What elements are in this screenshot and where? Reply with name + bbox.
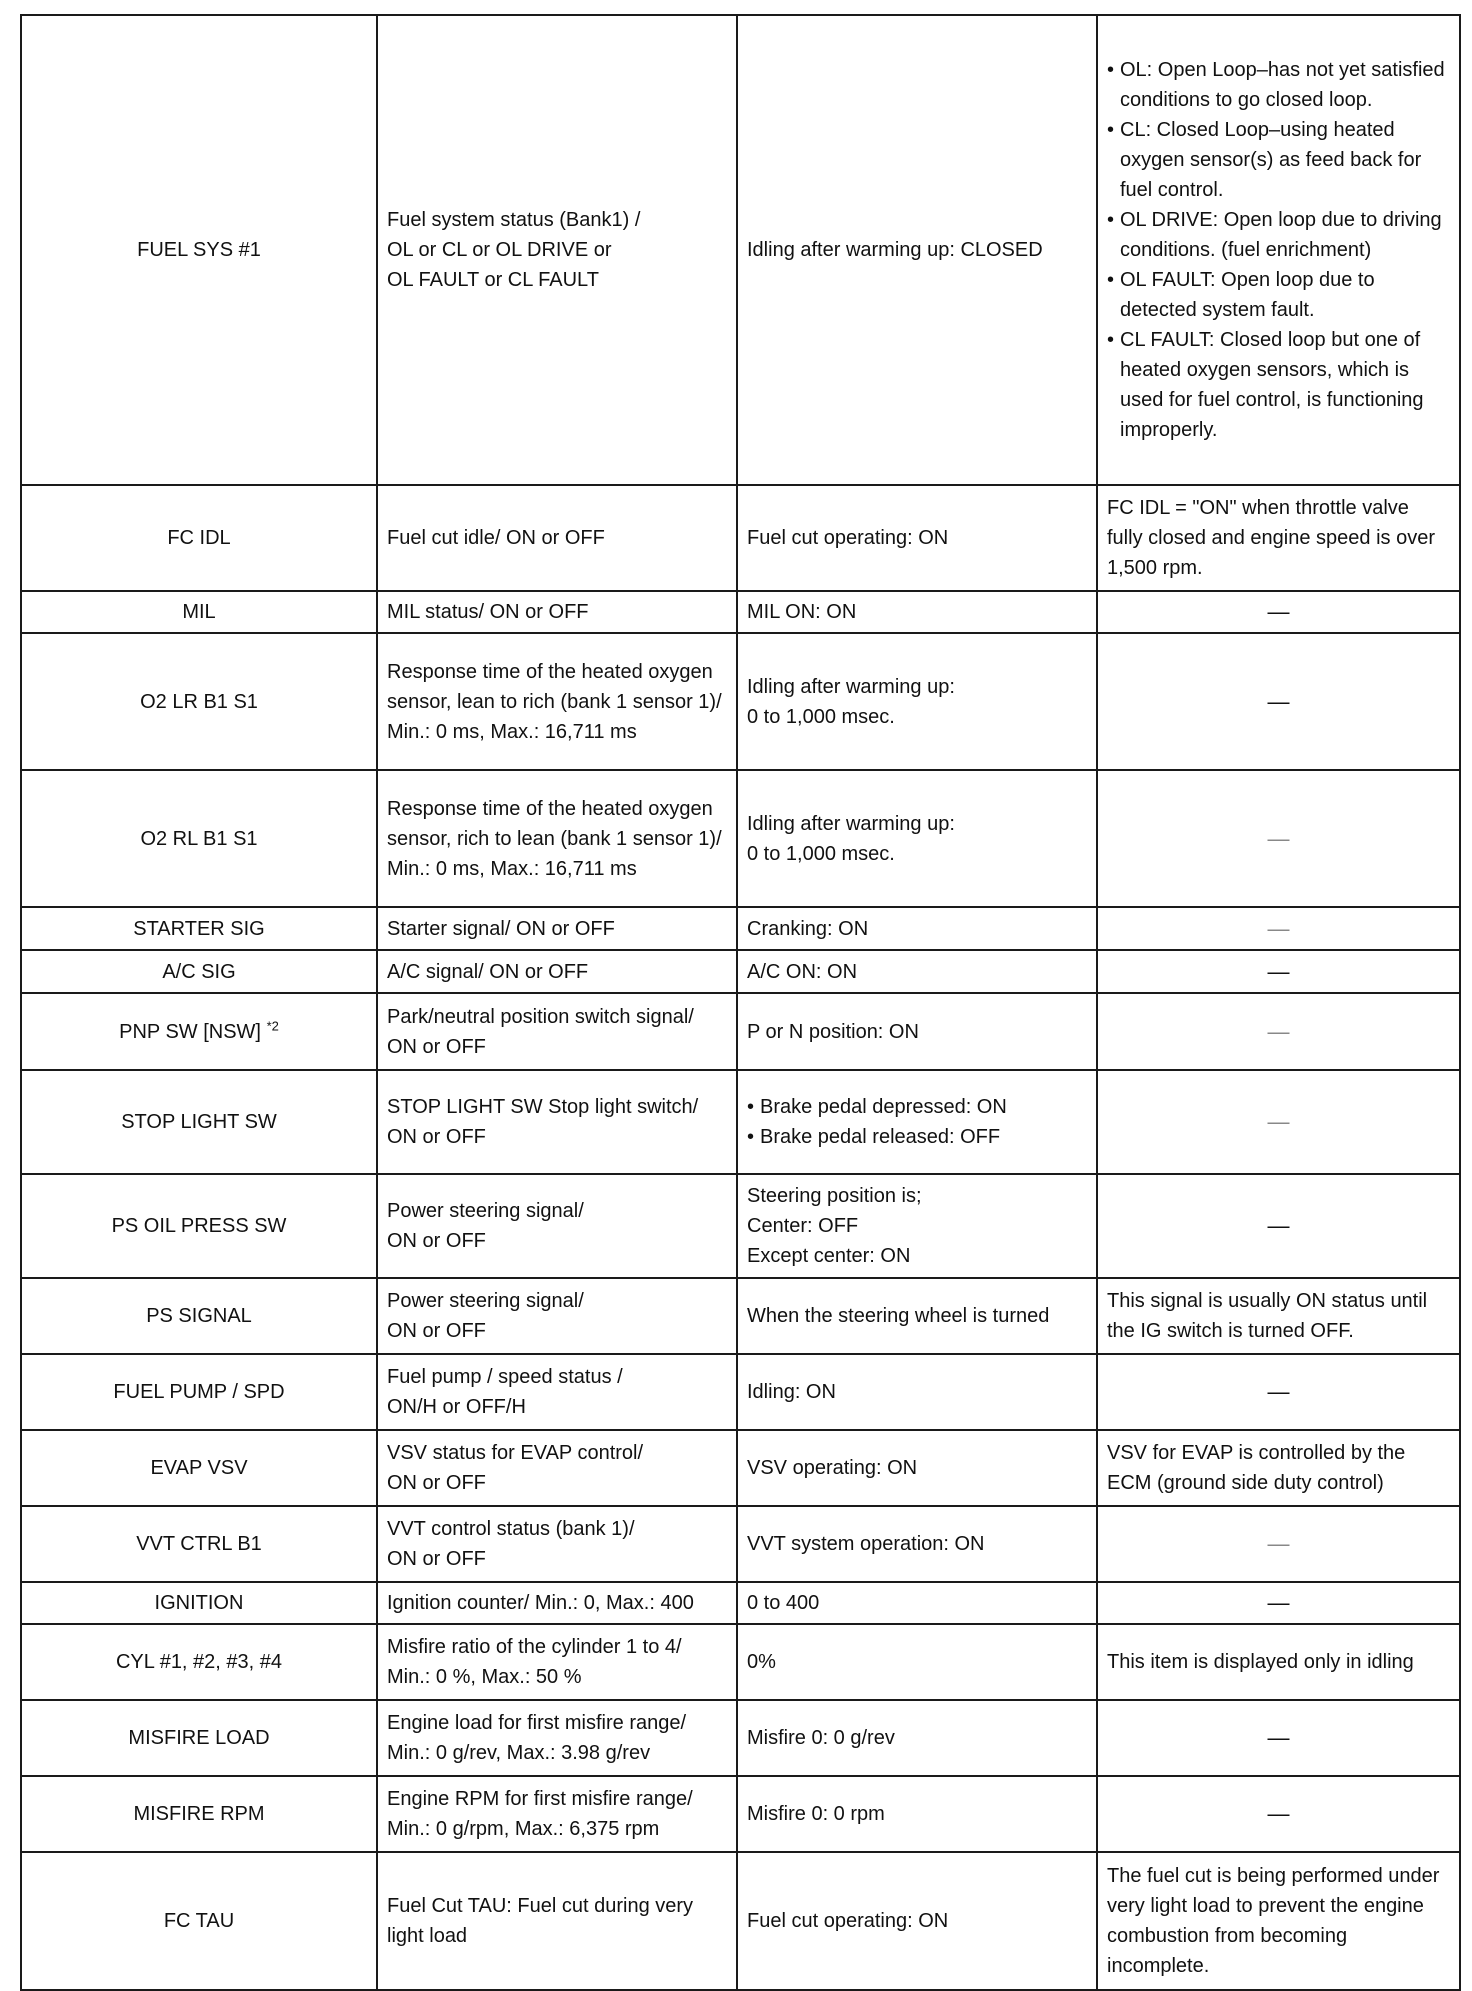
measurement-cell xyxy=(377,485,737,591)
table-row xyxy=(21,1278,1460,1354)
table-row xyxy=(21,1354,1460,1430)
item-cell: EVAP VSV xyxy=(21,1430,377,1506)
measurement-cell xyxy=(377,1582,737,1624)
note-line: VSV for EVAP is controlled by the ECM (ground side duty control) xyxy=(1107,1442,1406,1494)
measurement-line: Starter signal/ ON or OFF xyxy=(387,917,615,940)
item-cell: PS SIGNAL xyxy=(21,1278,377,1354)
note-bullet-item: • OL DRIVE: Open loop due to driving conditions. (fuel enrichment) xyxy=(1107,205,1450,265)
note-cell xyxy=(1097,1278,1460,1354)
measurement-cell xyxy=(377,15,737,485)
note-cell-dash: — xyxy=(1097,1776,1460,1852)
condition-line: Idling after warming up: xyxy=(747,812,955,835)
table-row xyxy=(21,591,1460,633)
note-bullet-item: • OL: Open Loop–has not yet satisfied conditions to go closed loop. xyxy=(1107,55,1450,115)
measurement-cell xyxy=(377,1278,737,1354)
note-line: FC IDL = "ON" when throttle valve fully closed and engine speed is over 1,500 rpm. xyxy=(1107,497,1435,579)
note-cell-dash: — xyxy=(1097,1070,1460,1174)
measurement-cell xyxy=(377,1776,737,1852)
measurement-line: ON or OFF xyxy=(387,1320,486,1342)
measurement-cell xyxy=(377,1174,737,1278)
measurement-line: Fuel Cut TAU: Fuel cut during very light load xyxy=(387,1895,694,1947)
condition-line: MIL ON: ON xyxy=(747,601,857,623)
item-cell: PS OIL PRESS SW xyxy=(21,1174,377,1278)
measurement-line: Response time of the heated oxygen sensor, lean to rich (bank 1 sensor 1)/ xyxy=(387,660,722,713)
note-cell xyxy=(1097,1852,1460,1990)
table-row xyxy=(21,1582,1460,1624)
measurement-line: Power steering signal/ xyxy=(387,1290,584,1312)
measurement-cell xyxy=(377,950,737,993)
measurement-line: Power steering signal/ xyxy=(387,1200,584,1222)
condition-cell xyxy=(737,770,1097,907)
condition-line: Idling after warming up: xyxy=(747,675,955,698)
note-cell-dash: — xyxy=(1097,907,1460,950)
note-line: This item is displayed only in idling xyxy=(1107,1651,1414,1673)
item-cell: STARTER SIG xyxy=(21,907,377,950)
item-cell: VVT CTRL B1 xyxy=(21,1506,377,1582)
note-bullet-item: • CL: Closed Loop–using heated oxygen sensor(s) as feed back for fuel control. xyxy=(1107,115,1450,205)
measurement-line: Engine RPM for first misfire range/ xyxy=(387,1788,693,1810)
measurement-line: OL FAULT or CL FAULT xyxy=(387,269,599,291)
note-cell-dash: — xyxy=(1097,1174,1460,1278)
item-cell: FC IDL xyxy=(21,485,377,591)
table-row xyxy=(21,907,1460,950)
condition-cell xyxy=(737,907,1097,950)
measurement-line: Park/neutral position switch signal/ xyxy=(387,1005,694,1028)
condition-line: When the steering wheel is turned xyxy=(747,1305,1050,1327)
condition-line: VSV operating: ON xyxy=(747,1457,918,1479)
condition-cell xyxy=(737,1354,1097,1430)
condition-cell xyxy=(737,1582,1097,1624)
measurement-line: Response time of the heated oxygen sensor, rich to lean (bank 1 sensor 1)/ xyxy=(387,797,722,850)
measurement-cell xyxy=(377,1070,737,1174)
measurement-line: VVT control status (bank 1)/ xyxy=(387,1518,635,1540)
measurement-line: Ignition counter/ Min.: 0, Max.: 400 xyxy=(387,1592,694,1614)
condition-line: Misfire 0: 0 g/rev xyxy=(747,1727,895,1749)
note-cell xyxy=(1097,1624,1460,1700)
item-cell: MISFIRE LOAD xyxy=(21,1700,377,1776)
item-cell: STOP LIGHT SW xyxy=(21,1070,377,1174)
table-row xyxy=(21,1852,1460,1990)
measurement-line: Min.: 0 ms, Max.: 16,711 ms xyxy=(387,720,637,743)
measurement-line: Engine load for first misfire range/ xyxy=(387,1712,687,1734)
condition-cell xyxy=(737,1070,1097,1174)
measurement-cell xyxy=(377,993,737,1070)
table-row xyxy=(21,1700,1460,1776)
condition-cell xyxy=(737,950,1097,993)
note-cell-dash: — xyxy=(1097,1700,1460,1776)
condition-line: 0 to 1,000 msec. xyxy=(747,842,895,865)
item-cell: IGNITION xyxy=(21,1582,377,1624)
measurement-line: MIL status/ ON or OFF xyxy=(387,601,589,623)
measurement-line: OL or CL or OL DRIVE or xyxy=(387,239,612,261)
condition-cell xyxy=(737,993,1097,1070)
condition-cell xyxy=(737,1852,1097,1990)
measurement-line: ON/H or OFF/H xyxy=(387,1396,526,1418)
condition-line: P or N position: ON xyxy=(747,1020,919,1043)
condition-line: Center: OFF xyxy=(747,1215,859,1237)
condition-cell xyxy=(737,1174,1097,1278)
measurement-cell xyxy=(377,1852,737,1990)
note-cell-dash: — xyxy=(1097,1582,1460,1624)
condition-bullet-item: • Brake pedal released: OFF xyxy=(747,1122,1087,1152)
measurement-line: ON or OFF xyxy=(387,1548,486,1570)
table-row xyxy=(21,15,1460,485)
note-cell-dash: — xyxy=(1097,633,1460,770)
note-bullet-item: • OL FAULT: Open loop due to detected system fault. xyxy=(1107,265,1450,325)
item-cell: O2 RL B1 S1 xyxy=(21,770,377,907)
measurement-line: Fuel pump / speed status / xyxy=(387,1366,623,1388)
measurement-line: Min.: 0 ms, Max.: 16,711 ms xyxy=(387,857,637,880)
note-cell xyxy=(1097,15,1460,485)
table-row xyxy=(21,1624,1460,1700)
measurement-line: A/C signal/ ON or OFF xyxy=(387,960,589,983)
condition-line: VVT system operation: ON xyxy=(747,1533,985,1555)
condition-line: 0% xyxy=(747,1651,776,1673)
measurement-cell xyxy=(377,1430,737,1506)
condition-line: Idling after warming up: CLOSED xyxy=(747,239,1043,261)
condition-line: Steering position is; xyxy=(747,1185,922,1207)
measurement-line: ON or OFF xyxy=(387,1230,486,1252)
measurement-line: Misfire ratio of the cylinder 1 to 4/ xyxy=(387,1636,682,1658)
measurement-cell xyxy=(377,1700,737,1776)
condition-line: Idling: ON xyxy=(747,1381,836,1403)
condition-bullet-list xyxy=(747,1092,1087,1152)
note-cell-dash: — xyxy=(1097,1354,1460,1430)
note-cell-dash: — xyxy=(1097,993,1460,1070)
table-row xyxy=(21,1070,1460,1174)
condition-line: Fuel cut operating: ON xyxy=(747,527,949,549)
condition-cell xyxy=(737,1700,1097,1776)
measurement-line: STOP LIGHT SW Stop light switch/ xyxy=(387,1096,699,1118)
measurement-line: Min.: 0 %, Max.: 50 % xyxy=(387,1666,582,1688)
measurement-line: Min.: 0 g/rpm, Max.: 6,375 rpm xyxy=(387,1818,660,1840)
note-cell xyxy=(1097,1430,1460,1506)
table-row xyxy=(21,633,1460,770)
note-cell-dash: — xyxy=(1097,770,1460,907)
note-line: This signal is usually ON status until the IG switch is turned OFF. xyxy=(1107,1290,1428,1342)
note-cell-dash: — xyxy=(1097,591,1460,633)
measurement-cell xyxy=(377,907,737,950)
measurement-cell xyxy=(377,1354,737,1430)
measurement-line: VSV status for EVAP control/ xyxy=(387,1442,644,1464)
table-row xyxy=(21,993,1460,1070)
item-cell: CYL #1, #2, #3, #4 xyxy=(21,1624,377,1700)
table-body xyxy=(21,15,1460,1990)
measurement-line: ON or OFF xyxy=(387,1472,486,1494)
table-row xyxy=(21,1174,1460,1278)
table-row xyxy=(21,1776,1460,1852)
item-cell: FUEL PUMP / SPD xyxy=(21,1354,377,1430)
condition-cell xyxy=(737,15,1097,485)
item-cell: PNP SW [NSW] $^{*2}$ xyxy=(21,993,377,1070)
table-row xyxy=(21,950,1460,993)
item-cell: A/C SIG xyxy=(21,950,377,993)
measurement-cell xyxy=(377,1506,737,1582)
condition-line: A/C ON: ON xyxy=(747,960,858,983)
condition-cell xyxy=(737,1430,1097,1506)
condition-line: Cranking: ON xyxy=(747,917,869,940)
condition-cell xyxy=(737,1776,1097,1852)
note-cell-dash: — xyxy=(1097,950,1460,993)
note-cell xyxy=(1097,485,1460,591)
measurement-line: Min.: 0 g/rev, Max.: 3.98 g/rev xyxy=(387,1742,651,1764)
item-cell: MISFIRE RPM xyxy=(21,1776,377,1852)
condition-line: 0 to 400 xyxy=(747,1592,820,1614)
condition-cell xyxy=(737,1624,1097,1700)
measurement-cell xyxy=(377,633,737,770)
measurement-line: Fuel system status (Bank1) / xyxy=(387,209,641,231)
table-row xyxy=(21,1506,1460,1582)
condition-line: 0 to 1,000 msec. xyxy=(747,705,895,728)
item-cell: FC TAU xyxy=(21,1852,377,1990)
measurement-cell xyxy=(377,770,737,907)
measurement-line: Fuel cut idle/ ON or OFF xyxy=(387,527,605,549)
condition-line: Fuel cut operating: ON xyxy=(747,1910,949,1932)
note-bullet-item: • CL FAULT: Closed loop but one of heated oxygen sensors, which is used for fuel control, is functioning improperly. xyxy=(1107,325,1450,445)
condition-cell xyxy=(737,1506,1097,1582)
note-line: The fuel cut is being performed under very light load to prevent the engine combustion from becoming incomplete. xyxy=(1107,1865,1440,1977)
condition-line: Misfire 0: 0 rpm xyxy=(747,1803,885,1825)
measurement-line: ON or OFF xyxy=(387,1035,486,1058)
table-row xyxy=(21,1430,1460,1506)
condition-cell xyxy=(737,591,1097,633)
table-row xyxy=(21,770,1460,907)
condition-bullet-item: • Brake pedal depressed: ON xyxy=(747,1092,1087,1122)
condition-cell xyxy=(737,633,1097,770)
item-cell: O2 LR B1 S1 xyxy=(21,633,377,770)
footnote-marker: *2 xyxy=(266,1017,279,1033)
note-bullet-list xyxy=(1107,55,1450,445)
condition-cell xyxy=(737,485,1097,591)
measurement-line: ON or OFF xyxy=(387,1126,486,1148)
note-cell-dash: — xyxy=(1097,1506,1460,1582)
condition-cell xyxy=(737,1278,1097,1354)
measurement-cell xyxy=(377,1624,737,1700)
measurement-cell xyxy=(377,591,737,633)
item-cell: MIL xyxy=(21,591,377,633)
item-cell: FUEL SYS #1 xyxy=(21,15,377,485)
condition-line: Except center: ON xyxy=(747,1245,911,1267)
intelligent-tester-data-list-table xyxy=(20,14,1461,1991)
table-row xyxy=(21,485,1460,591)
